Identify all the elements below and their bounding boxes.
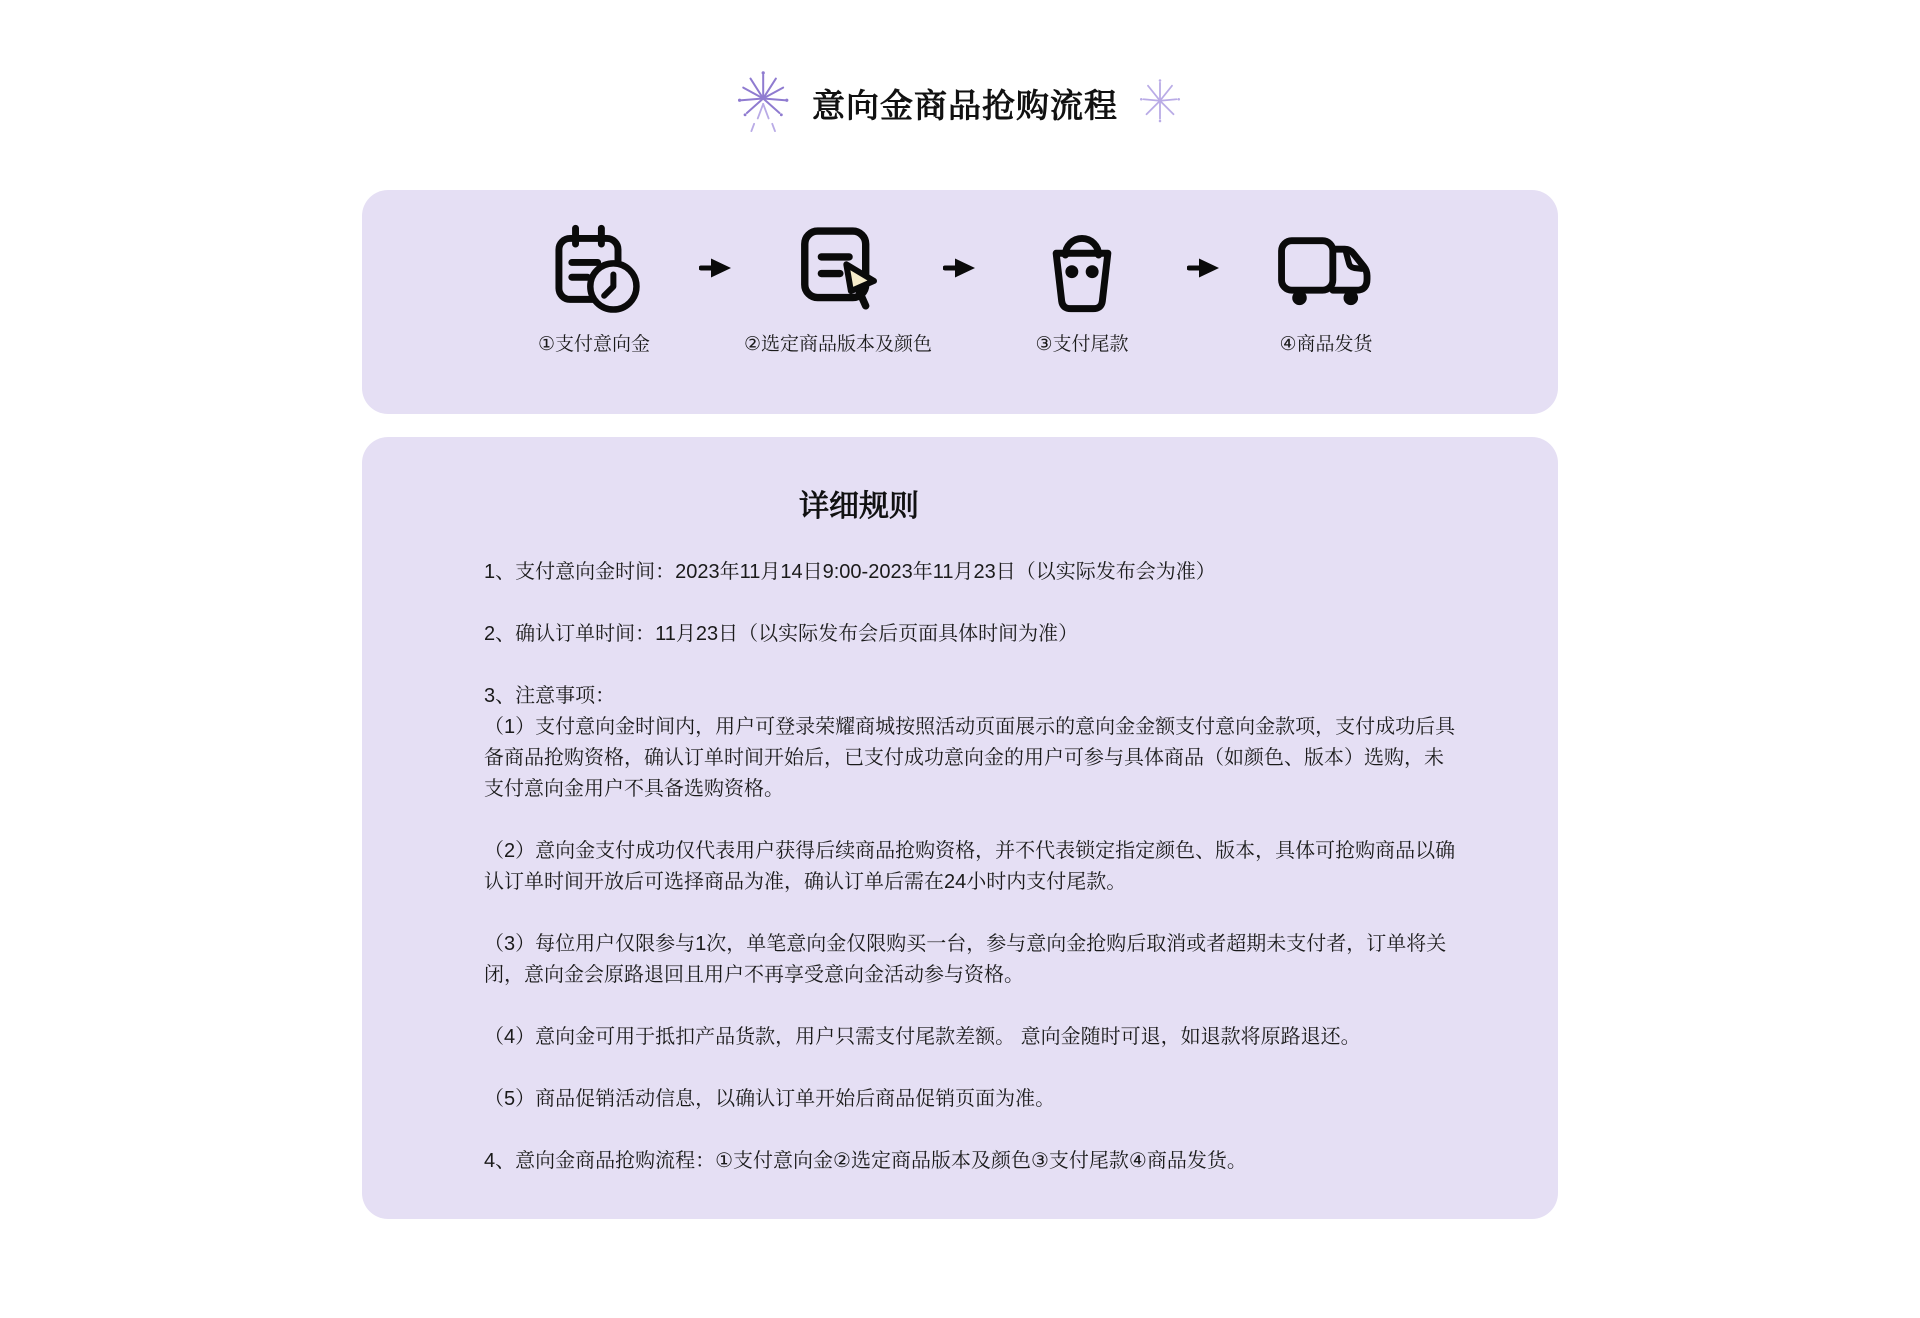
flow-step-pay-balance xyxy=(997,220,1167,358)
shopping-bag-icon xyxy=(1034,220,1130,316)
flow-step-label: ①支付意向金 xyxy=(537,334,651,355)
rules-panel xyxy=(362,437,1558,1219)
page-title: 意向金商品抢购流程 xyxy=(812,86,1118,124)
flow-step-pay-deposit xyxy=(509,220,679,358)
rule-item-1: 1、支付意向金时间：2023年11月14日9:00-2023年11月23日（以实际发布会为准） xyxy=(484,561,1216,583)
rule-item-4: 4、意向金商品抢购流程：①支付意向金②选定商品版本及颜色③支付尾款④商品发货。 xyxy=(484,1150,1247,1172)
rule-item-3-1: （1）支付意向金时间内，用户可登录荣耀商城按照活动页面展示的意向金金额支付意向金款项，支付成功后具备商品抢购资格，确认订单时间开始后，已支付成功意向金的用户可参与具体商品（如颜色、版本）选购，未支付意向金用户不具备选购资格。 xyxy=(484,716,1456,800)
flow-step-select-product xyxy=(743,220,933,358)
firework-icon xyxy=(736,70,794,136)
rule-item-3-4: （4）意向金可用于抵扣产品货款，用户只需支付尾款差额。 意向金随时可退，如退款将原路退还。 xyxy=(484,1026,1361,1048)
firework-icon xyxy=(1136,76,1184,130)
rule-item-3-5: （5）商品促销活动信息，以确认订单开始后商品促销页面为准。 xyxy=(484,1088,1056,1110)
rule-item-3-3: （3）每位用户仅限参与1次，单笔意向金仅限购买一台，参与意向金抢购后取消或者超期未支付者，订单将关闭，意向金会原路退回且用户不再享受意向金活动参与资格。 xyxy=(484,933,1447,986)
arrow-right-icon xyxy=(943,257,977,284)
flow-step-label: ②选定商品版本及颜色 xyxy=(743,334,933,355)
rule-item-3: 3、注意事项： xyxy=(484,685,616,707)
calendar-clock-icon xyxy=(544,220,644,316)
flow-steps xyxy=(362,220,1558,358)
rules-heading: 详细规则 xyxy=(799,490,919,523)
page xyxy=(0,68,1920,1219)
flow-step-label: ④商品发货 xyxy=(1279,334,1373,355)
arrow-right-icon xyxy=(699,257,733,284)
flow-step-label: ③支付尾款 xyxy=(1035,334,1129,355)
rule-item-3-2: （2）意向金支付成功仅代表用户获得后续商品抢购资格，并不代表锁定指定颜色、版本，具体可抢购商品以确认订单时间开放后可选择商品为准，确认订单后需在24小时内支付尾款。 xyxy=(484,840,1456,893)
page-header xyxy=(0,68,1920,138)
purchase-flow-panel xyxy=(362,190,1558,414)
rules-body xyxy=(484,557,1458,1177)
flow-step-shipping xyxy=(1241,220,1411,358)
rule-item-2: 2、确认订单时间：11月23日（以实际发布会后页面具体时间为准） xyxy=(484,623,1079,645)
delivery-truck-icon xyxy=(1273,220,1379,316)
arrow-right-icon xyxy=(1187,257,1221,284)
document-select-icon xyxy=(788,220,888,316)
